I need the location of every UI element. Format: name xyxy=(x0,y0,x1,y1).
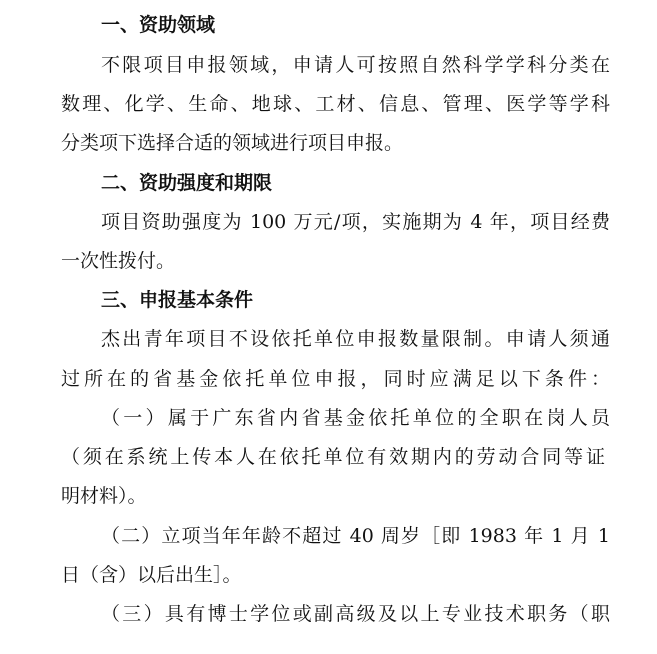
paragraph-line: 项目资助强度为 100 万元/项，实施期为 4 年，项目经费 xyxy=(101,211,610,233)
condition-item-line: （须在系统上传本人在依托单位有效期内的劳动合同等证 xyxy=(61,446,605,468)
section-heading-funding-areas: 一、资助领域 xyxy=(101,14,216,36)
condition-item-line: 日（含）以后出生］。 xyxy=(61,564,242,586)
condition-item-line: （一）属于广东省内省基金依托单位的全职在岗人员 xyxy=(101,407,610,429)
paragraph-line: 一次性拨付。 xyxy=(61,250,176,272)
paragraph-line: 过所在的省基金依托单位申报，同时应满足以下条件： xyxy=(61,368,610,390)
paragraph-line: 数理、化学、生命、地球、工材、信息、管理、医学等学科 xyxy=(61,93,610,115)
paragraph-line: 不限项目申报领域，申请人可按照自然科学学科分类在 xyxy=(101,54,610,76)
section-heading-basic-conditions: 三、申报基本条件 xyxy=(101,289,254,311)
condition-item-line: 明材料）。 xyxy=(61,485,147,507)
section-heading-funding-intensity: 二、资助强度和期限 xyxy=(101,172,273,194)
condition-item-line: （三）具有博士学位或副高级及以上专业技术职务（职 xyxy=(101,603,610,625)
paragraph-line: 分类项下选择合适的领域进行项目申报。 xyxy=(61,132,404,154)
paragraph-line: 杰出青年项目不设依托单位申报数量限制。申请人须通 xyxy=(101,328,610,350)
condition-item-line: （二）立项当年年龄不超过 40 周岁［即 1983 年 1 月 1 xyxy=(101,525,610,547)
